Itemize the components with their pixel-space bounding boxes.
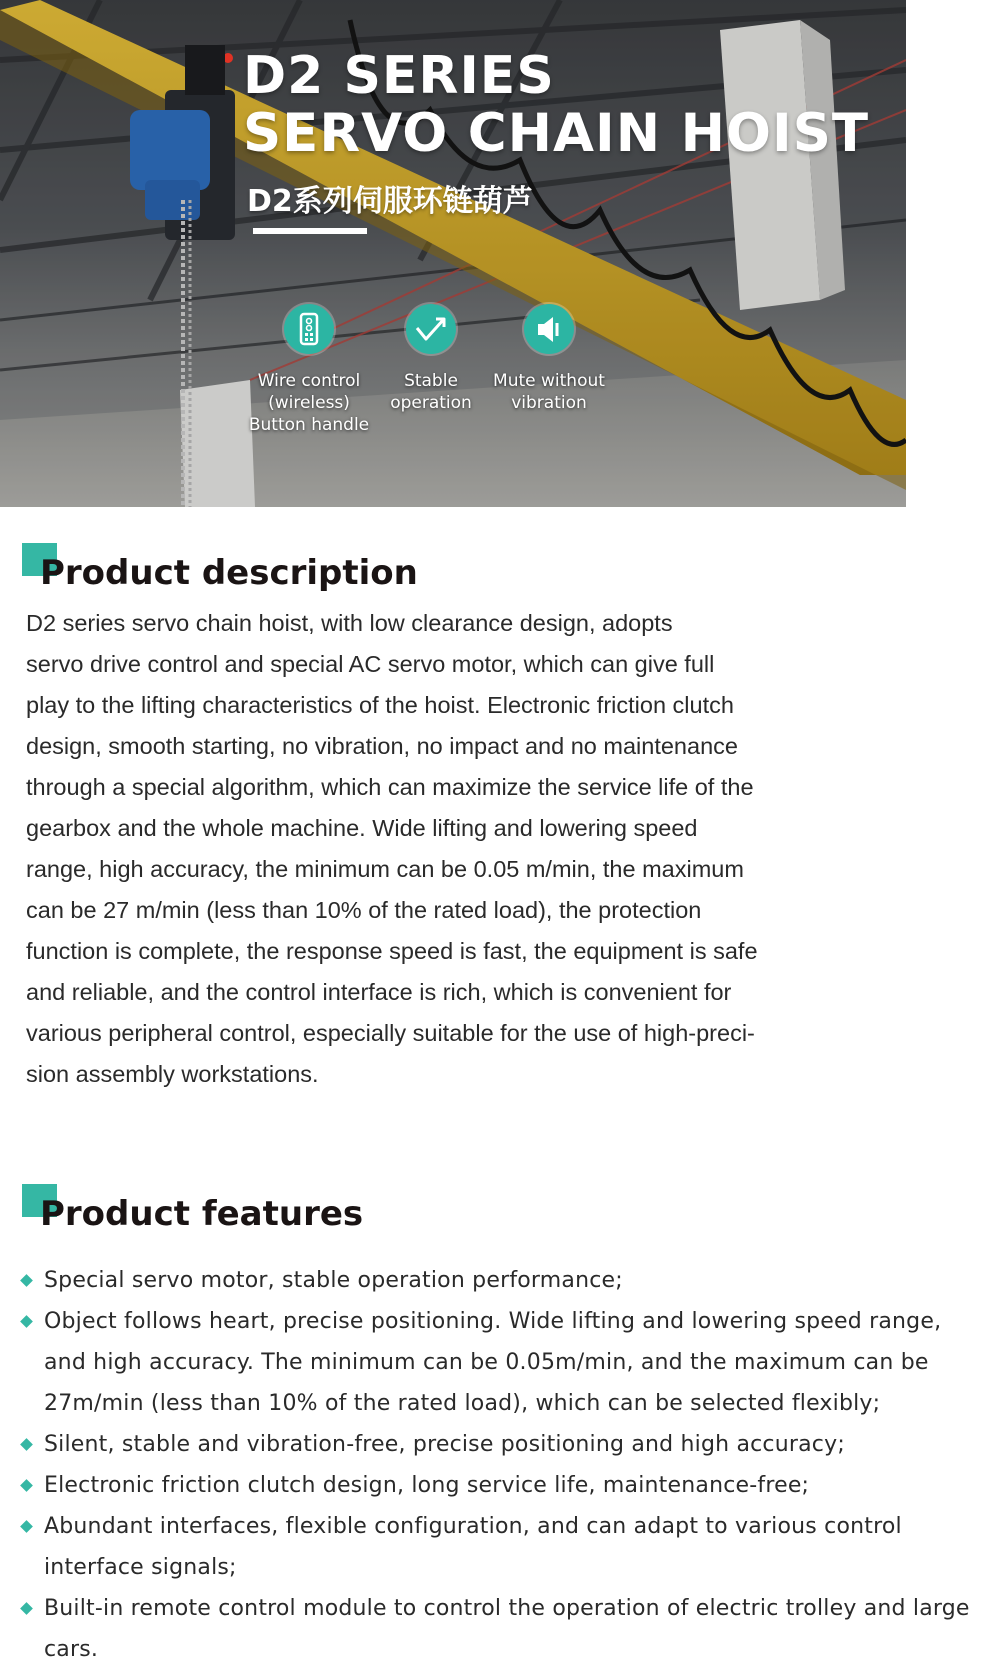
- list-item: [22, 1260, 982, 1301]
- features-list: [22, 1260, 982, 1670]
- mute-speaker-icon: [524, 304, 574, 354]
- list-item: [22, 1506, 982, 1588]
- hero-title-line1: D2 SERIES: [243, 46, 555, 106]
- list-item: [22, 1465, 982, 1506]
- list-item-text: Abundant interfaces, flexible configuration, and can adapt to various control interface signals;: [44, 1514, 902, 1580]
- feature-label-mute: Mute without vibration: [493, 371, 605, 413]
- product-description-text: D2 series servo chain hoist, with low clearance design, adopts servo drive control and special AC servo motor, which can give full play to the lifting characteristics of the hoist. Electronic friction clutch design, smooth starting, no vibration, no impact and no maintenance through a special algorithm, which can maximize the service life of the gearbox and the whole machine. Wide lifting and lowering speed range, high accuracy, the minimum can be 0.05 m/min, the maximum can be 27 m/min (less than 10% of the rated load), the protection function is complete, the response speed is fast, the equipment is safe and reliable, and the control interface is rich, which is convenient for various peripheral control, especially suitable for the use of high-preci- sion assembly workstations.: [26, 610, 758, 1087]
- list-item-text: Object follows heart, precise positioning. Wide lifting and lowering speed range, and high accuracy. The minimum can be 0.05m/min, and the maximum can be 27m/min (less than 10% of the rated load), which can be selected flexibly;: [44, 1309, 942, 1416]
- feature-label-wire-control: Wire control (wireless) Button handle: [248, 371, 370, 435]
- hero-title: [243, 46, 870, 164]
- list-item: [22, 1424, 982, 1465]
- section-title: Product features: [40, 1194, 364, 1234]
- hero-banner: [0, 0, 906, 507]
- hero-underline-divider: [253, 228, 367, 234]
- list-item-text: Electronic friction clutch design, long service life, maintenance-free;: [44, 1473, 810, 1498]
- list-item-text: Silent, stable and vibration-free, precise positioning and high accuracy;: [44, 1432, 845, 1457]
- section-title: Product description: [40, 553, 418, 593]
- diamond-bullet-icon: [20, 1479, 33, 1492]
- diamond-bullet-icon: [20, 1602, 33, 1615]
- diamond-bullet-icon: [20, 1438, 33, 1451]
- list-item: [22, 1588, 982, 1670]
- feature-label-stable-operation: Stable operation: [390, 371, 472, 413]
- remote-control-icon: [284, 304, 334, 354]
- diamond-bullet-icon: [20, 1315, 33, 1328]
- stable-arrow-icon: [406, 304, 456, 354]
- diamond-bullet-icon: [20, 1520, 33, 1533]
- hero-title-line2: SERVO CHAIN HOIST: [243, 103, 870, 164]
- list-item: [22, 1301, 982, 1424]
- list-item-text: Special servo motor, stable operation performance;: [44, 1268, 623, 1293]
- diamond-bullet-icon: [20, 1274, 33, 1287]
- list-item-text: Built-in remote control module to control the operation of electric trolley and large cars.: [44, 1596, 970, 1662]
- hero-subtitle: D2系列伺服环链葫芦: [247, 184, 533, 219]
